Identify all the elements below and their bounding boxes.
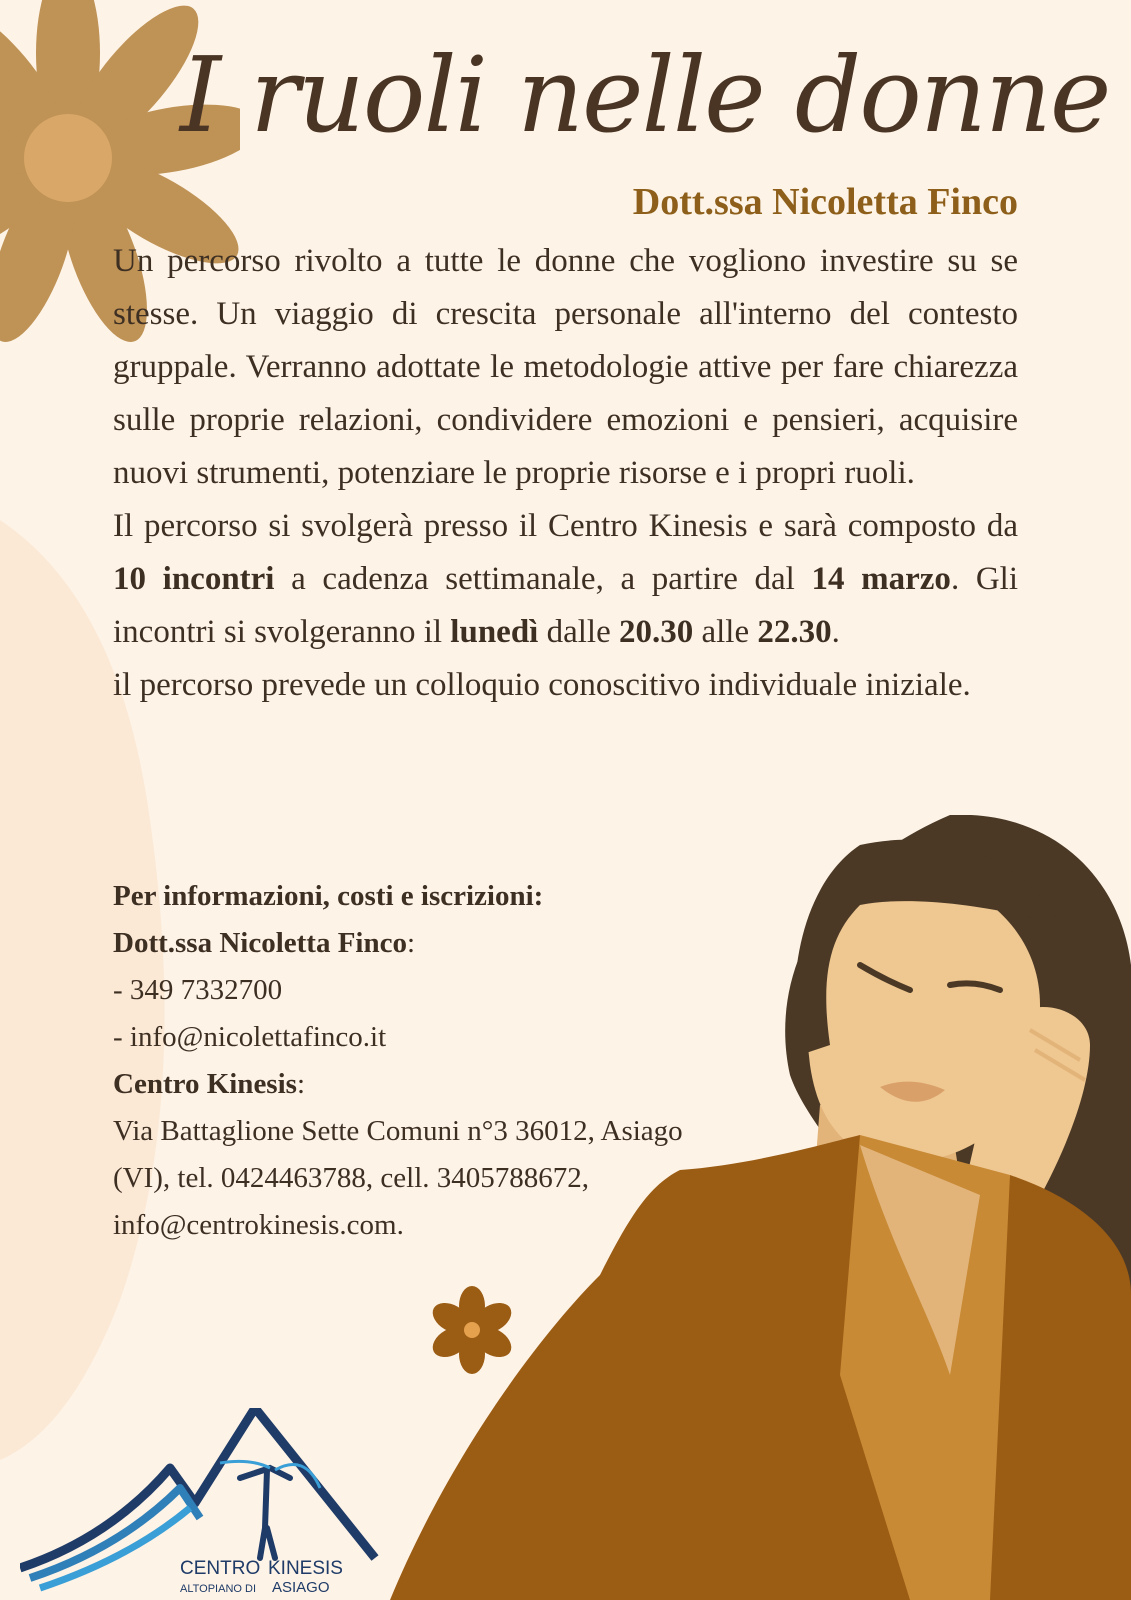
center-address-line1: Via Battaglione Sette Comuni n°3 36012, Asiago xyxy=(113,1115,683,1147)
start-date: 14 marzo xyxy=(811,561,951,597)
schedule-text: alle xyxy=(693,614,758,650)
center-email[interactable]: info@centrokinesis.com. xyxy=(113,1209,404,1241)
logo-tagline-right: ASIAGO xyxy=(272,1579,330,1596)
weekday: lunedì xyxy=(450,614,539,650)
page-title: I ruoli nelle donne xyxy=(180,34,1110,156)
schedule-text: a cadenza settimanale, a partire dal xyxy=(274,561,812,597)
logo-name-left: CENTRO xyxy=(180,1558,261,1579)
schedule-text: . xyxy=(831,614,840,650)
schedule-paragraph xyxy=(113,500,1018,659)
center-colon: : xyxy=(296,1068,306,1100)
subtitle: Dott.ssa Nicoletta Finco xyxy=(632,181,1018,223)
contact-person-colon: : xyxy=(406,927,416,959)
contact-person-name: Dott.ssa Nicoletta Finco xyxy=(113,927,407,959)
centro-kinesis-logo xyxy=(20,1408,400,1598)
contact-phone[interactable]: - 349 7332700 xyxy=(113,974,283,1006)
schedule-text: dalle xyxy=(538,614,619,650)
schedule-text: . Gli incontri si svolgeranno il xyxy=(113,561,1019,650)
end-time: 22.30 xyxy=(757,614,832,650)
center-address-line2: (VI), tel. 0424463788, cell. 3405788672, xyxy=(113,1162,590,1194)
center-name: Centro Kinesis xyxy=(113,1068,297,1100)
body-text xyxy=(113,235,1018,712)
logo-tagline-left: ALTOPIANO DI xyxy=(180,1583,257,1595)
start-time: 20.30 xyxy=(618,614,694,650)
contact-email[interactable]: - info@nicolettafinco.it xyxy=(113,1021,387,1053)
contact-heading: Per informazioni, costi e iscrizioni: xyxy=(113,880,544,912)
schedule-text: Il percorso si svolgerà presso il Centro Kinesis e sarà composto da xyxy=(113,508,1018,544)
logo-name-right: KINESIS xyxy=(268,1558,343,1579)
contact-section xyxy=(113,873,833,1249)
intro-paragraph: Un percorso rivolto a tutte le donne che vogliono investire su se stesse. Un viaggio di crescita personale all'interno del contesto gruppale. Verranno adottate le metodologie attive per fare chiarezza sulle proprie relazioni, condividere emozioni e pensieri, acquisire nuovi strumenti, potenziare le proprie risorse e i propri ruoli. xyxy=(113,243,1018,491)
sessions-count: 10 incontri xyxy=(113,561,275,597)
small-flower-icon xyxy=(422,1280,522,1380)
note-paragraph: il percorso prevede un colloquio conoscitivo individuale iniziale. xyxy=(113,667,971,703)
